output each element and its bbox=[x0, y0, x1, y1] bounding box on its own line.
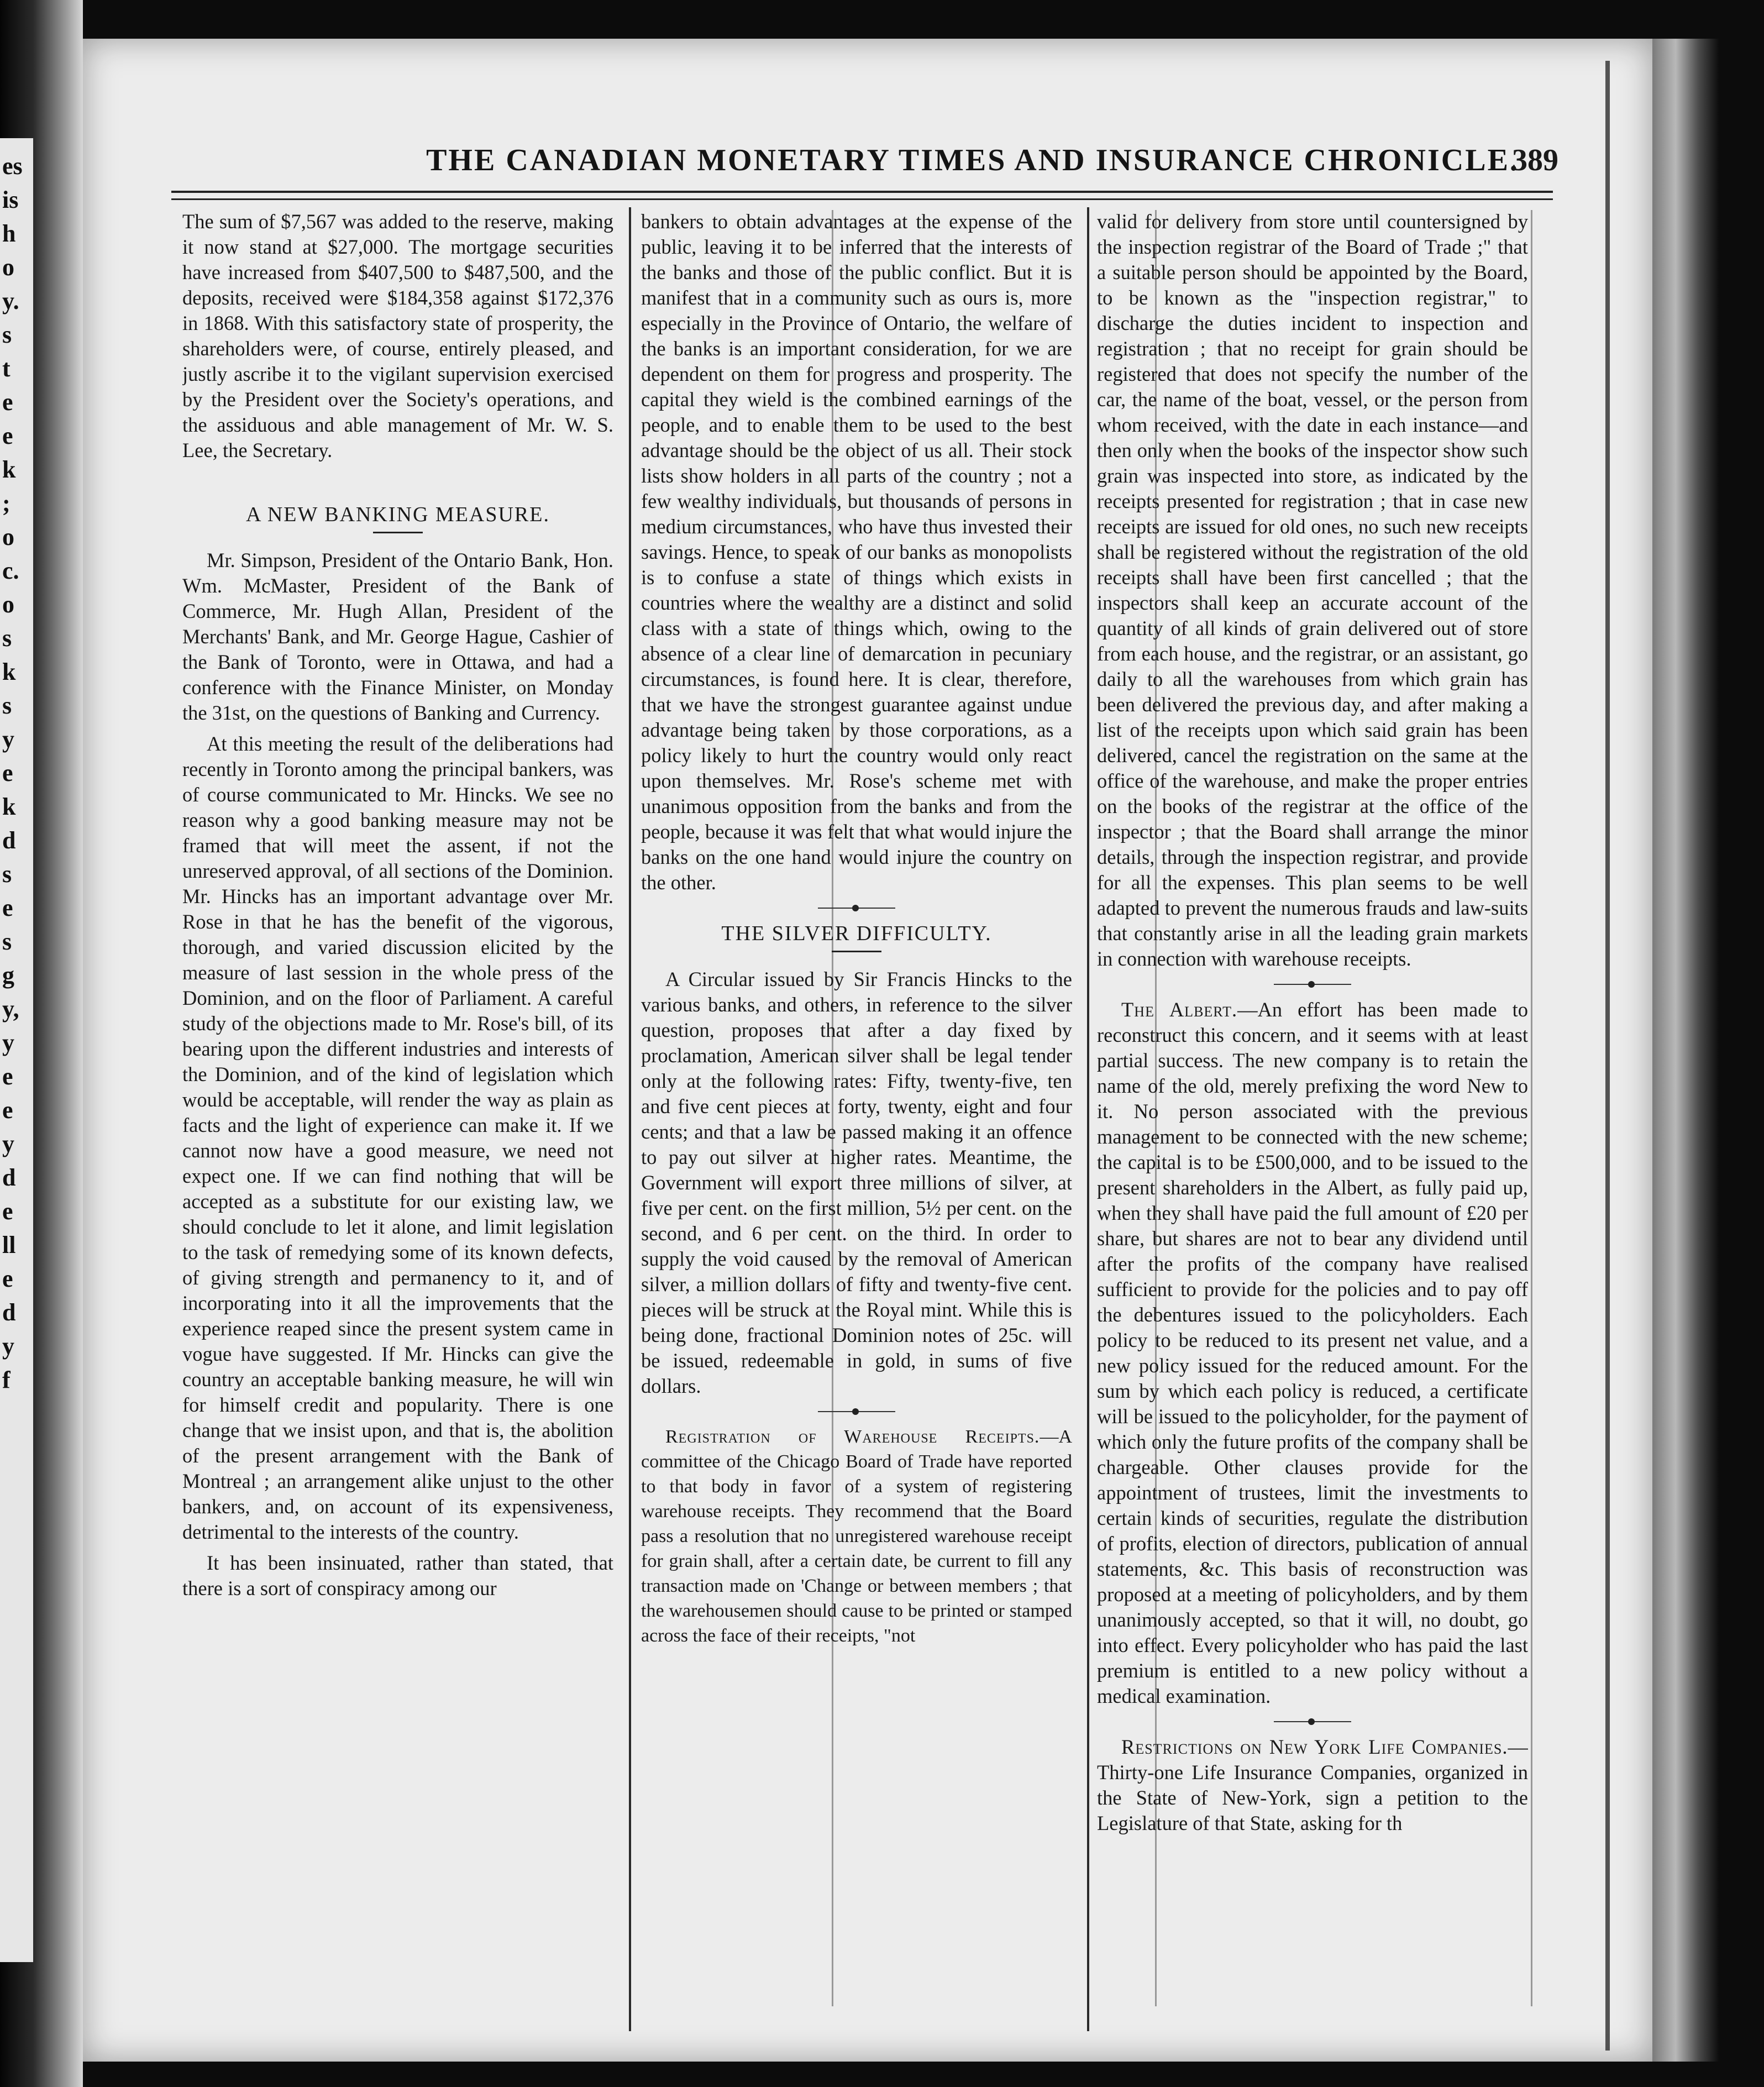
paragraph: valid for delivery from store until countersigned by the inspection registrar of the Board of Trade ;" that a suitable person should be appointed by the Board, to be known as the "inspection registrar," to discharge the duties incident to inspection and registration ; that no receipt for grain should be registered that does not specify the number of the car, the name of the boat, vessel, or the person from whom received, with the date in each instance—and then only when the books of the inspector show such grain was inspected into store, as indicated by the receipts presented for registration ; that in case new receipts are issued for old ones, no such new receipts shall be registered without the registration of the old receipts shall have been first cancelled ; that the inspectors shall keep an accurate account of the quantity of all kinds of grain delivered out of store from each house, and the registrar, or an assistant, go daily to all the warehouses from which grain has been delivered the previous day, and after making a list of the receipts upon which said grain has been delivered, cancel the registration on the same at the office of the warehouse, and make the proper entries on the books of the registrar at the office of the inspector ; that the Board shall arrange the minor details, through the inspection registrar, and provide for all the expenses. This plan seems to be well adapted to prevent the numerous frauds and law-suits that constantly arise in all the leading grain markets in connection with warehouse receipts. bbox=[1097, 210, 1528, 970]
paragraph: The sum of $7,567 was added to the reserve, making it now stand at $27,000. The mortgage securities have increased from $407,500 to $487,500, and the deposits, received were $184,358 against $172,376 in 1868. With this satisfactory state of prosperity, the shareholders were, of course, entirely pleased, and justly ascribe it to the vigilant supervision exercised by the President over the Society's operations, and the assiduous and able management of Mr. W. S. Lee, the Secretary. bbox=[182, 210, 613, 462]
gutter-line bbox=[1605, 61, 1610, 2051]
column-1 bbox=[182, 209, 613, 2022]
paragraph-body: —An effort has been made to reconstruct this concern, and it seems with at least partial success. The new company is to retain the name of the old, merely prefixing the word New to it. No person associated with the previous management to be connected with the new scheme; the capital is to be £500,000, and to be issued to the present shareholders in the Albert, as fully paid up, when they shall have paid the full amount of £20 per share, but shares are not to bear any dividend until after the profits of the company have realised sufficient to provide for the policies and to pay off the debentures issued to the policyholders. Each policy to be reduced to its present net value, and a new policy issued for the reduced amount. For the sum by which each policy is reduced, a certificate will be issued to the policyholder, for the payment of which only the future profits of the company shall be chargeable. Other clauses provide for the appointment of trustees, limit the investments to certain kinds of securities, regulate the distribution of profits, election of directors, publication of annual statements, &c. This basis of reconstruction was proposed at a meeting of policyholders, and by them unanimously accepted, so that it will, no doubt, go into effect. Every policyholder who has paid the last premium is entitled to a new policy without a medical examination. bbox=[1097, 998, 1528, 1707]
paragraph bbox=[641, 1424, 1072, 1648]
page-number: 389 bbox=[1512, 143, 1558, 177]
headline-rule bbox=[832, 951, 881, 952]
paragraph: It has been insinuated, rather than stated, that there is a sort of conspiracy among our bbox=[182, 1551, 613, 1600]
column-divider bbox=[629, 207, 631, 2031]
paragraph-lead: Registration of Warehouse Receipts. bbox=[665, 1427, 1040, 1447]
headline-rule bbox=[373, 532, 423, 533]
paragraph: At this meeting the result of the deliberations had recently in Toronto among the principal bankers, was of course communicated to Mr. Hincks. We see no reason why a good banking measure may not be framed that will meet the assent, if not the unreserved approval, of all sections of the Dominion. Mr. Hincks has an important advantage over Mr. Rose in that he has the benefit of the vigorous, thorough, and varied discussion elicited by the measure of last session in the whole press of the Dominion, and on the floor of Parliament. A careful study of the objections made to Mr. Rose's bill, of its bearing upon the different industries and interests of the Dominion, and of the kind of legislation which would be acceptable, will render the way as plain as facts and the light of experience can make it. If we cannot now have a good measure, we need not expect one. If we can find nothing that will be accepted as a substitute for our existing law, we should conclude to let it alone, and limit legislation to the task of remedying some of its known defects, of giving strength and permanency to it, and of incorporating into it all the improvements that the experience reaped since the present system came in vogue have suggested. If Mr. Hincks can give the country an acceptable banking measure, he will win for himself credit and popularity. There is one change that we insist upon, and that is, the abolition of the present arrangement with the Bank of Montreal ; an arrangement alike unjust to the other bankers, and, on account of its expensiveness, detrimental to the interests of the country. bbox=[182, 732, 613, 1543]
section-divider bbox=[818, 908, 895, 909]
section-divider bbox=[1274, 1721, 1351, 1722]
column-3 bbox=[1097, 209, 1528, 2022]
section-divider bbox=[818, 1411, 895, 1412]
film-scratch bbox=[1531, 210, 1532, 2006]
paragraph: Mr. Simpson, President of the Ontario Bank, Hon. Wm. McMaster, President of the Bank of Commerce, Mr. Hugh Allan, President of the Merchants' Bank, and Mr. George Hague, Cashier of the Bank of Toronto, were in Ottawa, and had a conference with the Finance Minister, on Monday the 31st, on the questions of Banking and Currency. bbox=[182, 549, 613, 724]
paragraph bbox=[1097, 1734, 1528, 1836]
paragraph: A Circular issued by Sir Francis Hincks to the various banks, and others, in reference to the silver question, proposes that after a day fixed by proclamation, American silver shall be legal tender only at the following rates: Fifty, twenty-five, ten and five cent pieces at forty, twenty, eight and four cents; and that a law be passed making it an offence to pay out silver at higher rates. Meantime, the Government will export three millions of silver, at five per cent. on the first million, 5½ per cent. on the second, and 6 per cent. on the third. In order to supply the void caused by the removal of American silver, a million dollars of fifty and twenty-five cent. pieces will be struck at the Royal mint. While this is being done, fractional Dominion notes of 25c. will be issued, redeemable in gold, in sums of five dollars. bbox=[641, 968, 1072, 1397]
article-headline: A NEW BANKING MEASURE. bbox=[246, 503, 550, 526]
masthead-title: THE CANADIAN MONETARY TIMES AND INSURANCE CHRONICLE. bbox=[426, 143, 1519, 177]
page-binding-edge bbox=[1652, 39, 1719, 2062]
paragraph-body: —Thirty-one Life Insurance Companies, organized in the State of New-York, sign a petition to the Legislature of that State, asking for th bbox=[1097, 1735, 1528, 1834]
section-divider bbox=[1274, 984, 1351, 985]
previous-page-letters: es is h o y. s t e e k ; o c. o s k s y e k d s e s g y, y e e y d e ll e d y f bbox=[2, 153, 23, 1393]
paragraph bbox=[1097, 997, 1528, 1709]
column-divider bbox=[1087, 207, 1089, 2031]
header-rule bbox=[171, 191, 1553, 200]
article-headline: THE SILVER DIFFICULTY. bbox=[721, 922, 992, 945]
paragraph-lead: Restrictions on New York Life Companies. bbox=[1121, 1735, 1508, 1758]
paragraph: bankers to obtain advantages at the expense of the public, leaving it to be inferred that the interests of the banks and those of the public conflict. But it is manifest that in a community such as ours is, more especially in the Province of Ontario, the welfare of the banks is an important consideration, for we are dependent on them for progress and prosperity. The capital they wield is the combined earnings of the people, and to enable them to be used to the best advantage should be the object of us all. Their stock lists show holders in all parts of the country ; not a few wealthy individuals, but thousands of persons in medium circumstances, who have thus invested their savings. Hence, to speak of our banks as monopolists is to confuse a state of things which exists in countries where the wealthy are a distinct and solid class with a state of things which, owing to the absence of a clear line of demarcation in pecuniary circumstances, is found here. It is clear, therefore, that we have the strongest guarantee against undue advantage being taken by those corporations, as a policy likely to hurt the country would only react upon themselves. Mr. Rose's scheme met with unanimous opposition from the banks and from the people, because it was felt that what would injure the banks on the one hand would injure the country on the other. bbox=[641, 210, 1072, 894]
paragraph-body: —A committee of the Chicago Board of Trade have reported to that body in favor of a system of registering warehouse receipts. They recommend that the Board pass a resolution that no unregistered warehouse receipt for grain shall, after a certain date, be current to fill any transaction made on 'Change or between members ; that the warehousemen should cause to be printed or stamped across the face of their receipts, "not bbox=[641, 1427, 1072, 1646]
paragraph-lead: The Albert. bbox=[1121, 998, 1238, 1021]
column-2 bbox=[641, 209, 1072, 2022]
